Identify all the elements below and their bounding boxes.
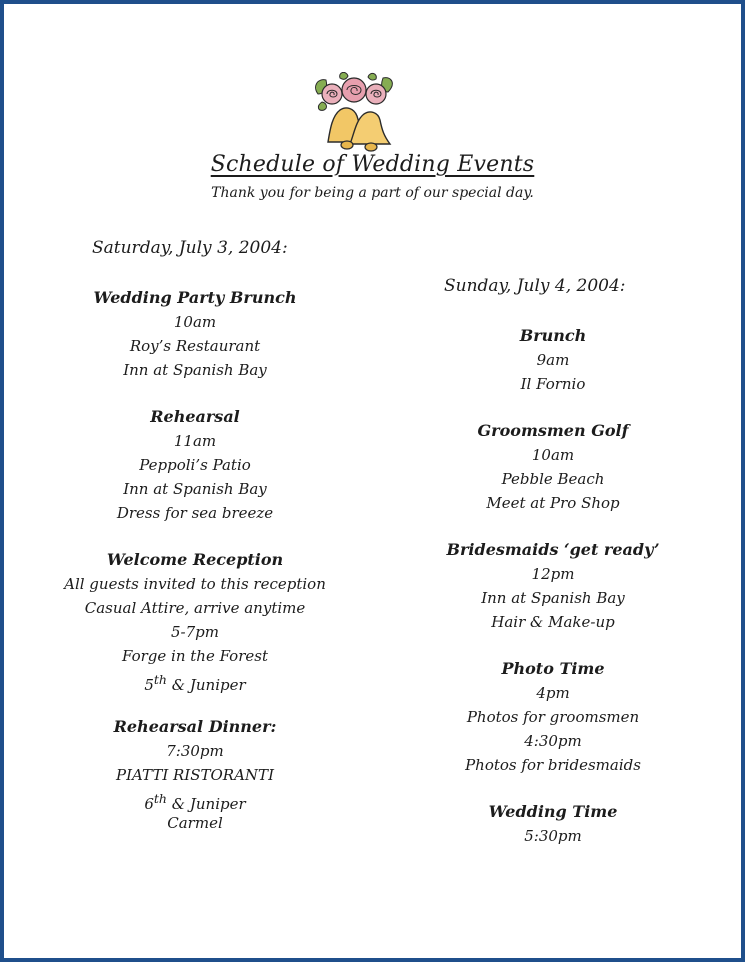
event-rehearsal-dinner xyxy=(34,715,356,835)
event-detail: Meet at Pro Shop xyxy=(486,494,620,512)
event-detail: 9am xyxy=(536,351,570,369)
event-detail: Roy’s Restaurant xyxy=(129,337,261,355)
event-wedding-party-brunch xyxy=(34,286,356,382)
wedding-bells-roses-icon xyxy=(310,72,398,154)
address-ordinal: th xyxy=(153,791,167,806)
event-photo-time xyxy=(392,657,714,777)
event-detail: 10am xyxy=(531,446,575,464)
event-welcome-reception xyxy=(34,548,356,692)
event-detail: Il Fornio xyxy=(520,375,586,393)
page-title: Schedule of Wedding Events xyxy=(210,152,535,177)
day-heading-saturday: Saturday, July 3, 2004: xyxy=(92,238,288,258)
event-detail: 5:30pm xyxy=(524,827,582,845)
event-address xyxy=(34,668,356,692)
sunday-schedule xyxy=(392,324,714,871)
event-detail: Photos for bridesmaids xyxy=(465,756,641,774)
event-detail: 5-7pm xyxy=(171,623,219,641)
event-detail: Dress for sea breeze xyxy=(116,504,274,522)
event-detail: 12pm xyxy=(531,565,575,583)
address-number: 6 xyxy=(144,795,154,813)
event-detail: Carmel xyxy=(167,814,223,832)
event-groomsmen-golf xyxy=(392,419,714,515)
event-detail: Photos for groomsmen xyxy=(466,708,640,726)
event-detail: All guests invited to this reception xyxy=(64,575,326,593)
event-title: Photo Time xyxy=(501,659,605,678)
event-title: Bridesmaids ‘get ready’ xyxy=(446,540,660,559)
event-detail: 7:30pm xyxy=(166,742,224,760)
event-detail: 10am xyxy=(173,313,217,331)
event-title: Wedding Party Brunch xyxy=(93,288,297,307)
event-detail: Pebble Beach xyxy=(501,470,605,488)
event-title: Groomsmen Golf xyxy=(477,421,629,440)
event-title: Rehearsal xyxy=(150,407,240,426)
event-detail: Casual Attire, arrive anytime xyxy=(84,599,306,617)
event-rehearsal xyxy=(34,405,356,525)
event-detail: Inn at Spanish Bay xyxy=(123,361,267,379)
saturday-schedule xyxy=(34,286,356,858)
address-street: & Juniper xyxy=(166,795,246,813)
event-detail: Inn at Spanish Bay xyxy=(481,589,625,607)
event-title: Rehearsal Dinner: xyxy=(113,717,277,736)
event-detail: 4pm xyxy=(536,684,570,702)
event-detail: PIATTI RISTORANTI xyxy=(116,766,274,784)
event-bridesmaids-get-ready xyxy=(392,538,714,634)
day-heading-sunday: Sunday, July 4, 2004: xyxy=(444,276,626,296)
event-detail: Hair & Make-up xyxy=(491,613,615,631)
event-detail: 4:30pm xyxy=(524,732,582,750)
event-title: Wedding Time xyxy=(488,802,618,821)
event-address xyxy=(34,787,356,811)
event-wedding-time xyxy=(392,800,714,848)
event-title: Welcome Reception xyxy=(106,550,284,569)
address-number: 5 xyxy=(144,676,154,694)
page-subtitle: Thank you for being a part of our special day. xyxy=(211,185,534,201)
event-title: Brunch xyxy=(519,326,587,345)
event-detail: Forge in the Forest xyxy=(122,647,268,665)
event-brunch xyxy=(392,324,714,396)
event-detail: Inn at Spanish Bay xyxy=(123,480,267,498)
address-street: & Juniper xyxy=(166,676,246,694)
event-detail: 11am xyxy=(173,432,217,450)
event-detail: Peppoli’s Patio xyxy=(139,456,251,474)
address-ordinal: th xyxy=(153,672,167,687)
